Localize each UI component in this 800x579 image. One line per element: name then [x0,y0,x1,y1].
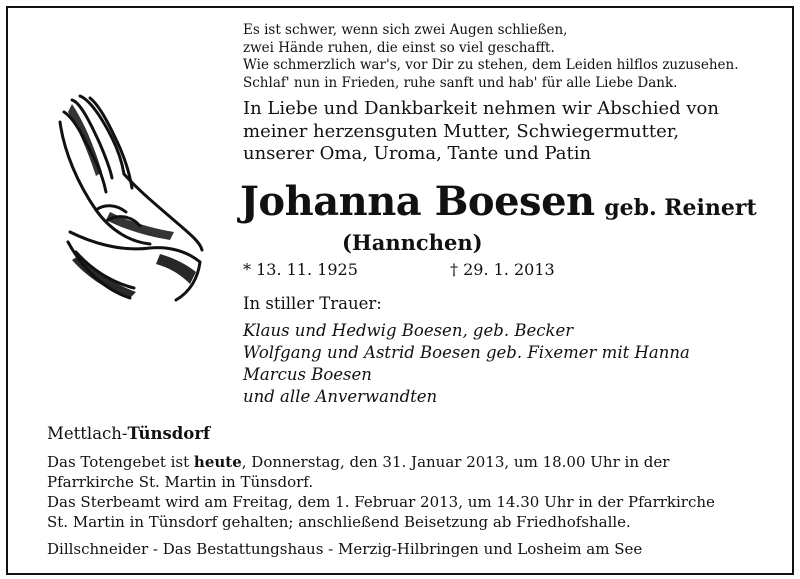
death-date: † 29. 1. 2013 [450,260,555,279]
details-emphasis: heute [193,453,242,471]
mourner: Wolfgang und Astrid Boesen geb. Fixemer mit Hanna [243,343,690,362]
mourning-label: In stiller Trauer: [243,294,382,313]
place-prefix: Mettlach- [47,424,128,443]
details-line: St. Martin in Tünsdorf gehalten; anschließend Beisetzung ab Friedhofshalle. [47,513,631,531]
full-name: Johanna Boesen [240,178,595,225]
details-line: Das Sterbeamt wird am Freitag, dem 1. Februar 2013, um 14.30 Uhr in der Pfarrkirche [47,493,715,511]
birth-date: * 13. 11. 1925 [243,260,358,279]
poem-line: Wie schmerzlich war's, vor Dir zu stehen, dem Leiden hilflos zuzusehen. [243,57,739,73]
poem [243,22,739,92]
poem-line: zwei Hände ruhen, die einst so viel geschafft. [243,39,555,56]
mourner: Klaus und Hedwig Boesen, geb. Becker [243,321,574,340]
details-text: , Donnerstag, den 31. Januar 2013, um 18.00 Uhr in der [241,453,670,471]
deceased-name [240,178,757,225]
mourners-list [243,320,690,408]
place-town: Tünsdorf [127,424,211,443]
intro-line: meiner herzensguten Mutter, Schwiegermutter, [243,120,680,142]
service-details [47,452,715,532]
intro-text [243,98,719,166]
place [47,424,210,443]
nickname: (Hannchen) [342,230,483,255]
details-line [47,452,715,472]
intro-line: unserer Oma, Uroma, Tante und Patin [243,143,592,164]
undertaker: Dillschneider - Das Bestattungshaus - Merzig-Hilbringen und Losheim am See [47,540,643,558]
intro-line: In Liebe und Dankbarkeit nehmen wir Abschied von [243,98,719,119]
poem-line: Es ist schwer, wenn sich zwei Augen schließen, [243,22,568,38]
mourner: Marcus Boesen [243,365,372,384]
details-line: Pfarrkirche St. Martin in Tünsdorf. [47,473,314,491]
mourner: und alle Anverwandten [243,387,438,406]
poem-line: Schlaf' nun in Frieden, ruhe sanft und hab' für alle Liebe Dank. [243,74,678,91]
details-text: Das Totengebet ist [47,453,194,471]
maiden-name: geb. Reinert [604,195,757,221]
praying-hands-icon [50,92,205,302]
